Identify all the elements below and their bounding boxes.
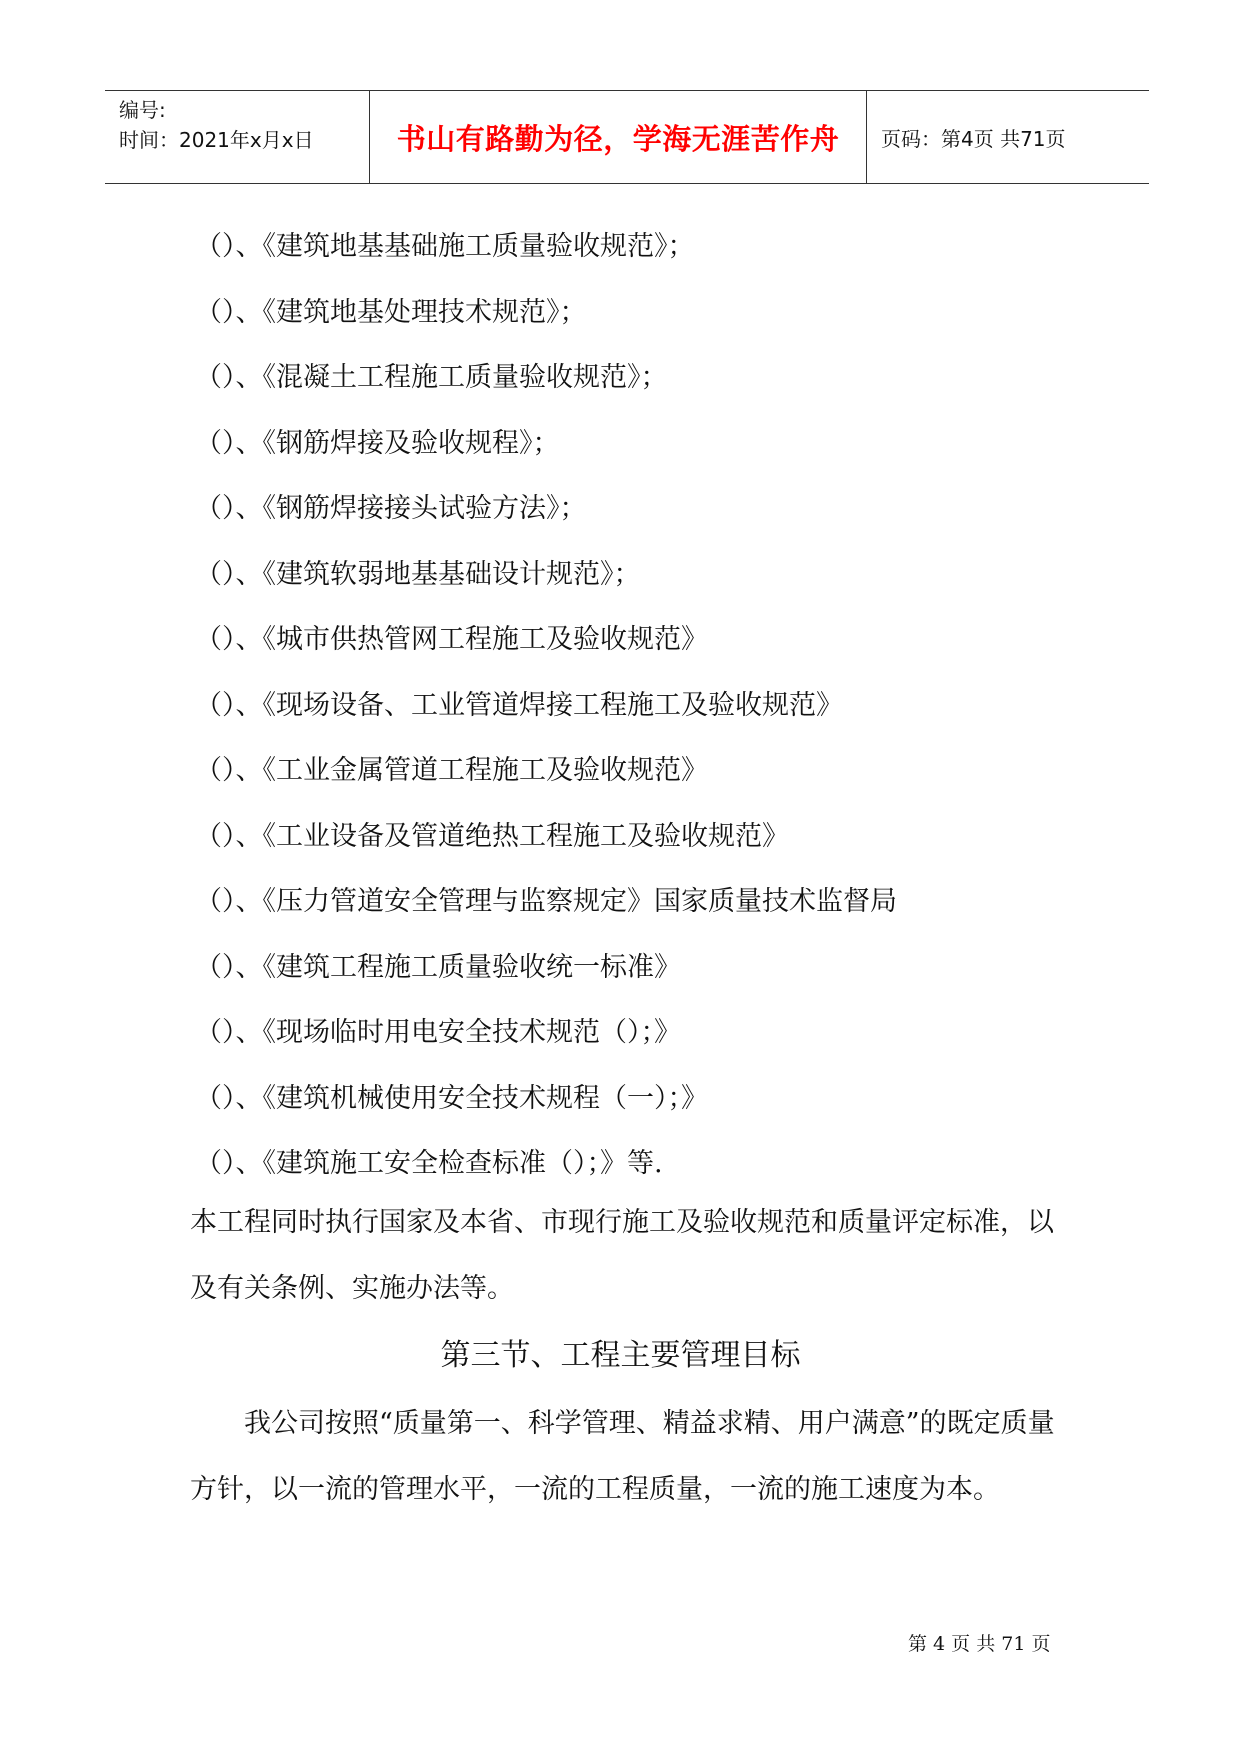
list-item: （）、《压力管道安全管理与监察规定》国家质量技术监督局 <box>195 886 897 917</box>
reference-standards-list <box>195 214 897 1197</box>
quality-policy-paragraph: 我公司按照“质量第一、科学管理、精益求精、用户满意”的既定质量方针，以一流的管理水平，一流的工程质量，一流的施工速度为本。 <box>190 1408 1055 1505</box>
section-title: 第三节、工程主要管理目标 <box>440 1338 801 1373</box>
execution-standards-paragraph: 本工程同时执行国家及本省、市现行施工及验收规范和质量评定标准，以及有关条例、实施办法等。 <box>190 1207 1054 1304</box>
list-item: （）、《建筑地基处理技术规范》； <box>195 296 587 328</box>
list-item: （）、《建筑施工安全检查标准（）；》等. <box>195 1148 663 1179</box>
list-item: （）、《钢筋焊接接头试验方法》； <box>195 493 587 524</box>
list-item: （）、《工业金属管道工程施工及验收规范》 <box>195 755 708 786</box>
list-item: （）、《城市供热管网工程施工及验收规范》 <box>195 624 708 655</box>
list-item: （）、《建筑地基基础施工质量验收规范》； <box>195 231 695 262</box>
list-item: （）、《建筑工程施工质量验收统一标准》 <box>195 951 681 983</box>
list-item: （）、《现场设备、工业管道焊接工程施工及验收规范》 <box>195 689 843 721</box>
list-item: （）、《建筑机械使用安全技术规程（一）；》 <box>195 1082 708 1114</box>
list-item: （）、《建筑软弱地基基础设计规范》； <box>195 558 641 590</box>
list-item: （）、《工业设备及管道绝热工程施工及验收规范》 <box>195 820 789 852</box>
header-meta-cell <box>105 91 370 183</box>
list-item: （）、《混凝土工程施工质量验收规范》； <box>195 362 668 393</box>
list-item: （）、《钢筋焊接及验收规程》； <box>195 427 560 459</box>
page-footer: 第 4 页 共 71 页 <box>908 1633 1051 1655</box>
document-time-label: 时间：2021年x月x日 <box>119 128 314 152</box>
document-number-label: 编号: <box>119 98 166 122</box>
header-motto: 书山有路勤为径，学海无涯苦作舟 <box>370 91 867 183</box>
list-item: （）、《现场临时用电安全技术规范（）；》 <box>195 1017 681 1048</box>
header-page-label: 页码：第4页 共71页 <box>881 126 1066 151</box>
page-header <box>105 90 1149 184</box>
